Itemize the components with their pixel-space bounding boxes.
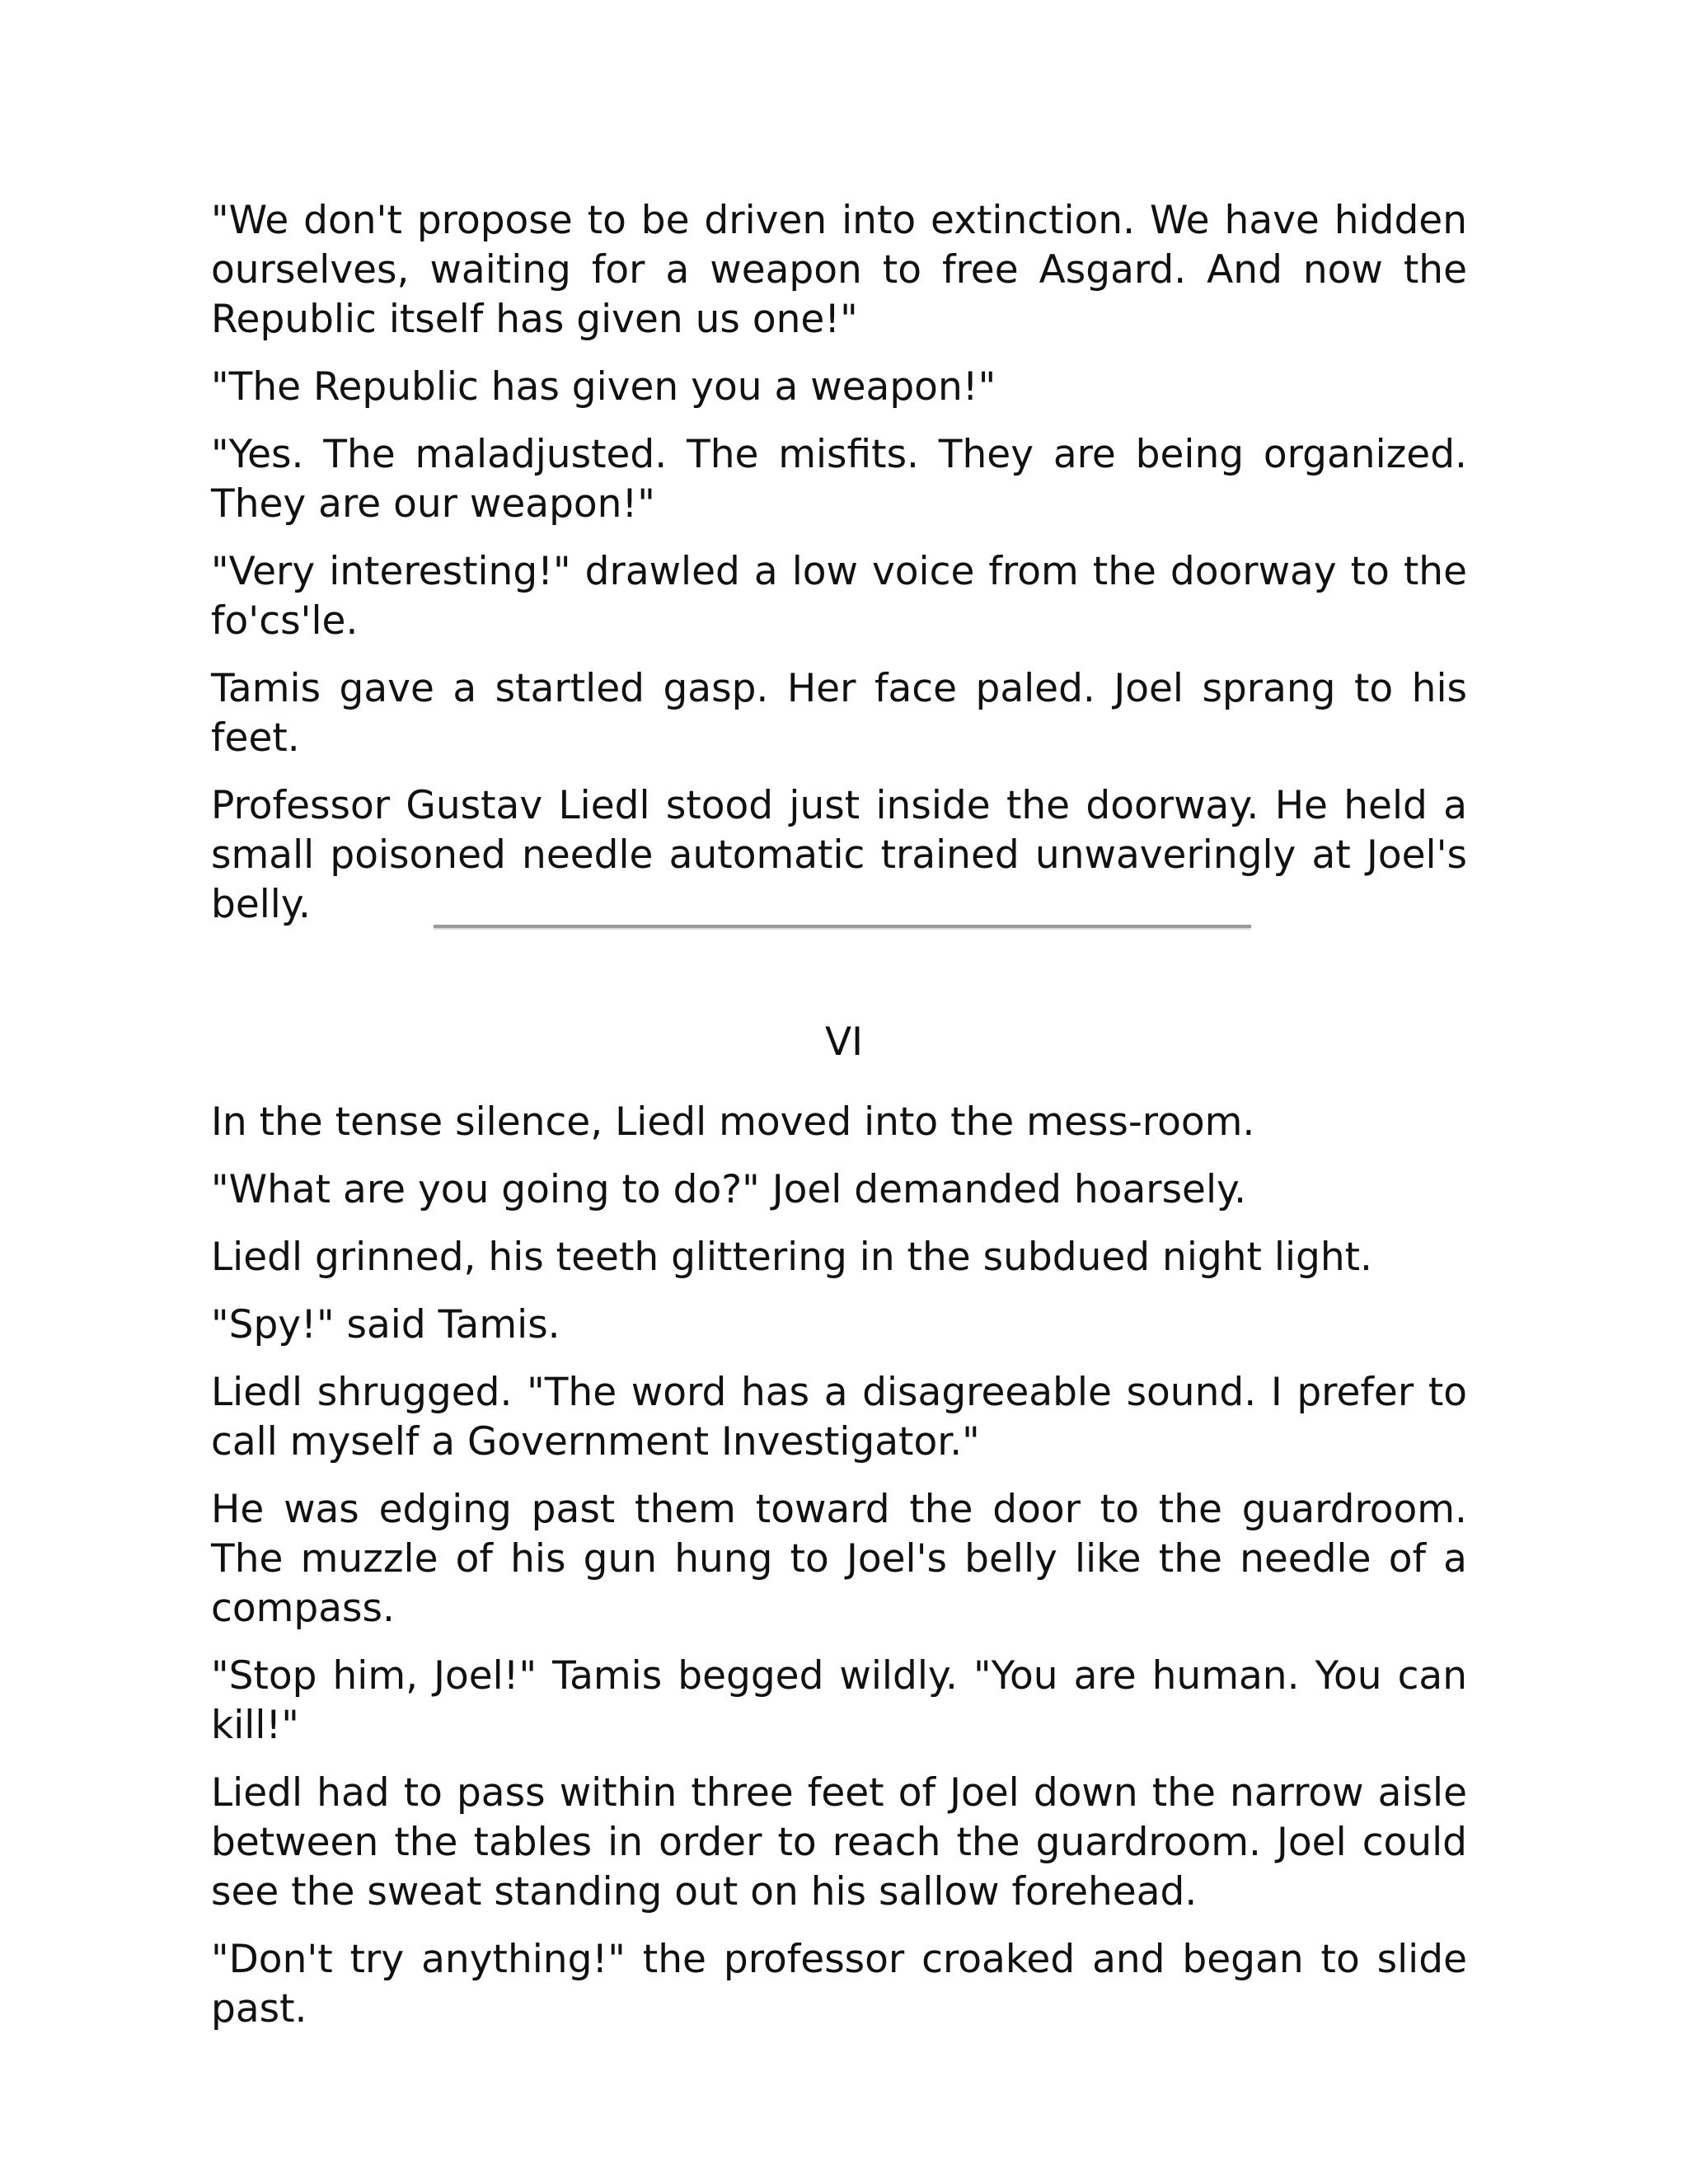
paragraph: "Yes. The maladjusted. The misfits. They are being organized. They are our weapon!"	[211, 432, 1467, 527]
paragraph: He was edging past them toward the door to the guardroom. The muzzle of his gun hung to Joel's belly like the needle of a compass.	[211, 1487, 1467, 1631]
paragraph: "The Republic has given you a weapon!"	[211, 364, 996, 410]
section-divider	[434, 925, 1251, 930]
paragraph: "We don't propose to be driven into extinction. We have hidden ourselves, waiting for a weapon to free Asgard. And now the Republic itself has given us one!"	[211, 198, 1467, 342]
paragraph: Liedl had to pass within three feet of Joel down the narrow aisle between the tables in order to reach the guardroom. Joel could see the sweat standing out on his sallow forehead.	[211, 1770, 1467, 1915]
paragraph: "Don't try anything!" the professor croaked and began to slide past.	[211, 1937, 1467, 2032]
paragraph: "Very interesting!" drawled a low voice from the doorway to the fo'cs'le.	[211, 549, 1467, 644]
paragraph: "What are you going to do?" Joel demanded hoarsely.	[211, 1167, 1247, 1212]
text-section-top	[211, 196, 1467, 948]
paragraph: Liedl shrugged. "The word has a disagreeable sound. I prefer to call myself a Government Investigator."	[211, 1370, 1467, 1465]
chapter-heading: VI	[824, 1019, 863, 1065]
paragraph: Professor Gustav Liedl stood just inside the doorway. He held a small poisoned needle automatic trained unwaveringly at Joel's belly.	[211, 783, 1467, 927]
paragraph: Tamis gave a startled gasp. Her face paled. Joel sprang to his feet.	[211, 666, 1467, 761]
paragraph: "Stop him, Joel!" Tamis begged wildly. "You are human. You can kill!"	[211, 1653, 1467, 1748]
text-section-bottom	[211, 1098, 1467, 2052]
paragraph: "Spy!" said Tamis.	[211, 1302, 560, 1347]
paragraph: Liedl grinned, his teeth glittering in the subdued night light.	[211, 1235, 1372, 1280]
paragraph: In the tense silence, Liedl moved into the mess-room.	[211, 1099, 1255, 1145]
